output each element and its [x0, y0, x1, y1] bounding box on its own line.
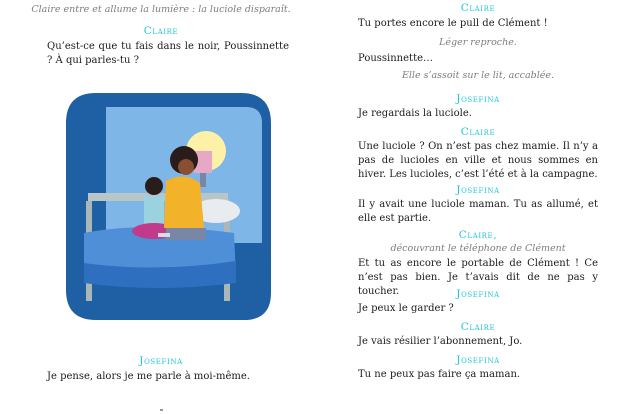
speaker-josefina: Josefina: [456, 184, 500, 196]
dialogue-line: Tu ne peux pas faire ça maman.: [358, 369, 521, 380]
stage-direction: Claire entre et allume la lumière : la luciole disparaît.: [31, 4, 291, 15]
speaker-josefina: Josefina: [139, 355, 183, 367]
dialogue-line: Une luciole ? On n’est pas chez mamie. Il n’y a pas de lucioles en ville et nous sommes en hiver. Les lucioles, c’est l’été et à la campagne.: [358, 141, 598, 180]
speaker-josefina: Josefina: [456, 354, 500, 366]
dialogue-line: Tu portes encore le pull de Clément !: [358, 18, 548, 29]
dialogue-line: Je regardais la luciole.: [358, 108, 472, 119]
dialogue-line: Je peux le garder ?: [358, 303, 454, 314]
speaker-josefina: Josefina: [456, 288, 500, 300]
stage-direction: découvrant le téléphone de Clément: [390, 243, 566, 254]
page-mark: [160, 409, 163, 411]
illustration-mother-daughter-bed: [66, 93, 271, 320]
right-page: [322, 0, 644, 414]
dialogue-line: Et tu as encore le portable de Clément ! Ce n’est pas bien. Je t’avais dit de ne pas y toucher.: [358, 258, 598, 297]
speaker-claire: Claire: [143, 25, 179, 37]
speaker-claire: Claire,: [458, 229, 498, 241]
stage-direction: Elle s’assoit sur le lit, accablée.: [401, 70, 555, 81]
speaker-claire: Claire: [460, 2, 496, 14]
speaker-claire: Claire: [460, 321, 496, 333]
speaker-josefina: Josefina: [456, 93, 500, 105]
speaker-claire: Claire: [460, 126, 496, 138]
dialogue-line: Je vais résilier l’abonnement, Jo.: [358, 336, 523, 347]
dialogue-line: Il y avait une luciole maman. Tu as allumé, et elle est partie.: [358, 199, 598, 224]
stage-direction: Léger reproche.: [439, 37, 517, 48]
dialogue-line: Je pense, alors je me parle à moi-même.: [47, 371, 250, 382]
dialogue-line: Poussinnette…: [358, 53, 433, 64]
dialogue-line: Qu’est-ce que tu fais dans le noir, Poussinnette ? À qui parles-tu ?: [47, 41, 289, 66]
